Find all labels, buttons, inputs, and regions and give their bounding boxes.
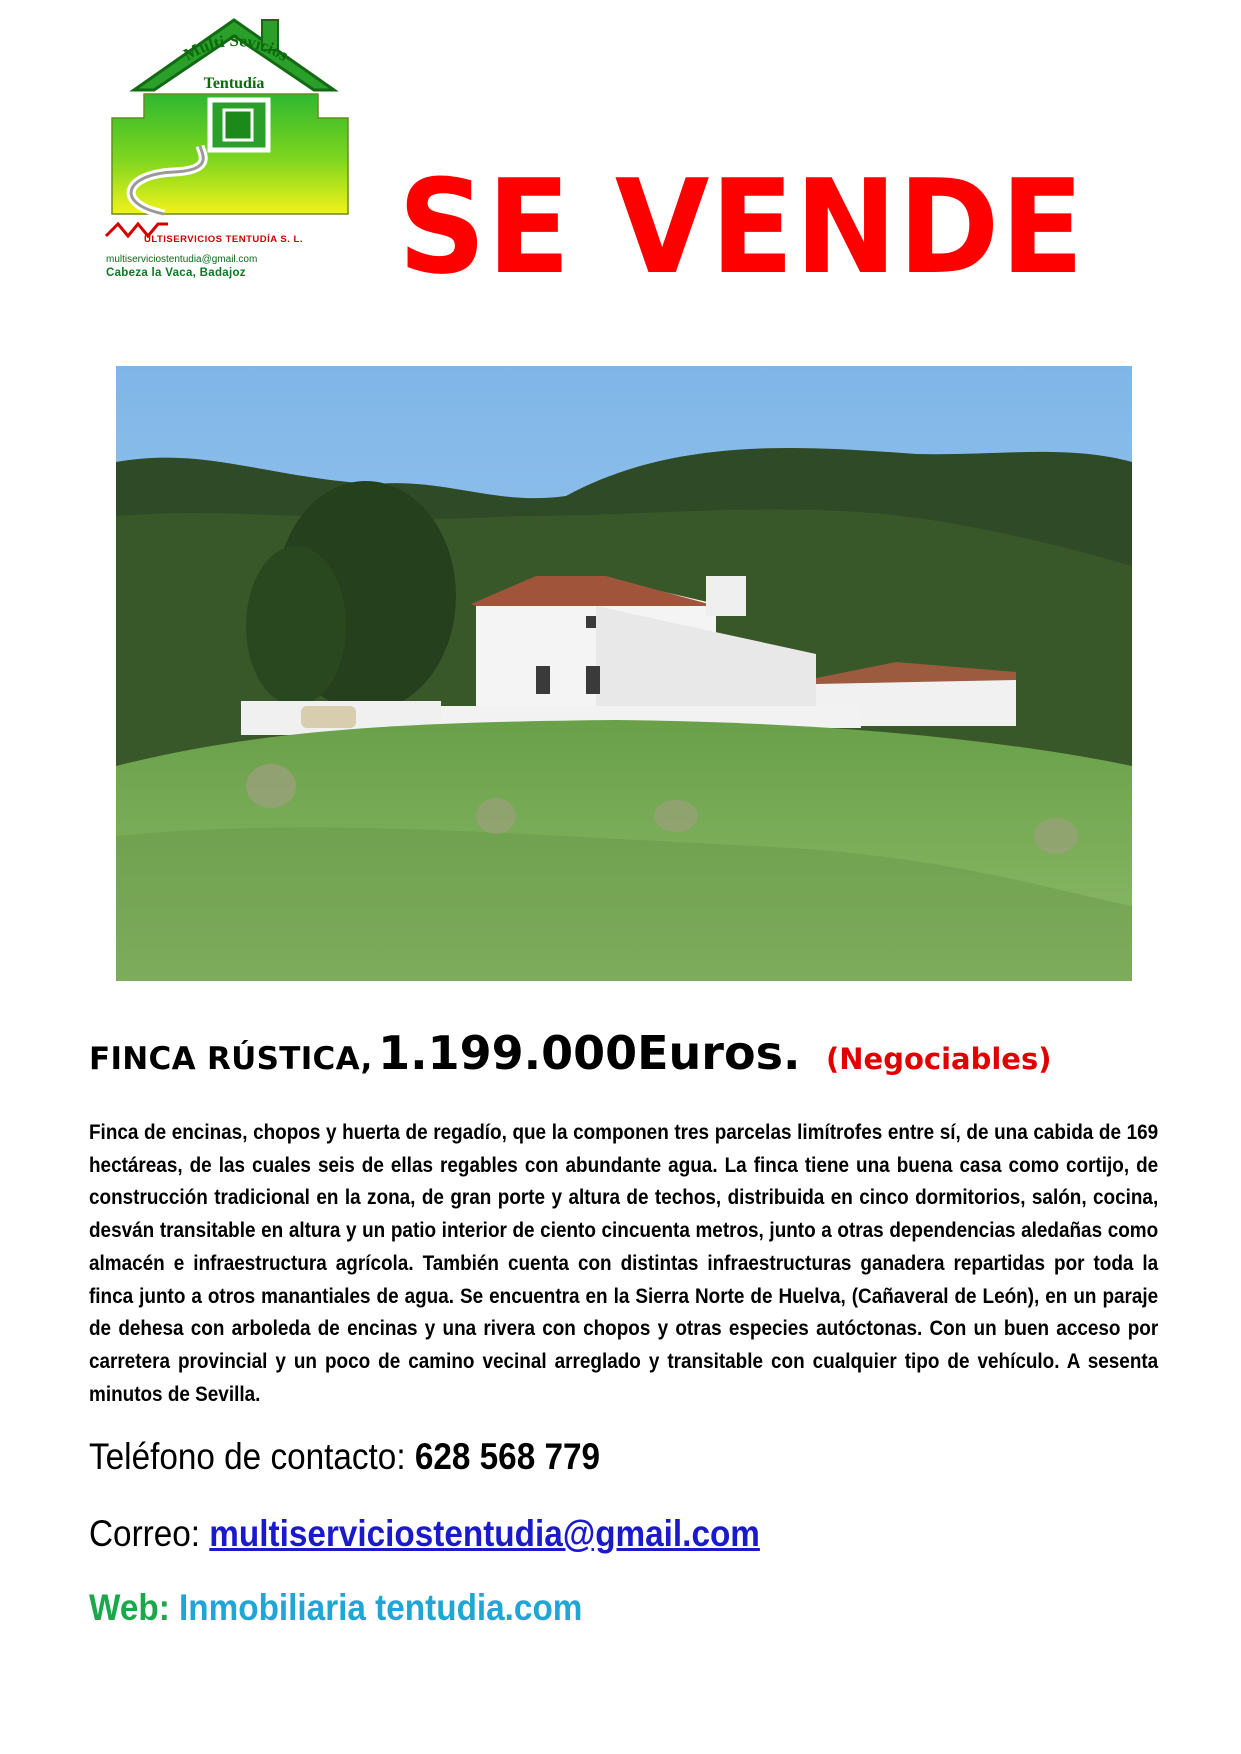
listing-title: FINCA RÚSTICA, — [89, 1041, 373, 1077]
email-link[interactable]: multiserviciostentudia@gmail.com — [209, 1513, 760, 1554]
listing-title-line — [89, 1026, 1051, 1080]
web-line — [89, 1587, 582, 1629]
company-logo — [104, 14, 364, 279]
logo-name-line2: Tentudía — [203, 75, 265, 92]
headline: SE VENDE — [398, 151, 1085, 303]
phone-number: 628 568 779 — [414, 1436, 601, 1477]
web-link[interactable]: Inmobiliaria tentudia.com — [179, 1587, 583, 1628]
listing-price-note: (Negociables) — [826, 1042, 1052, 1076]
email-line — [89, 1513, 760, 1555]
listing-description: Finca de encinas, chopos y huerta de regadío, que la componen tres parcelas limítrofes entre sí, de una cabida de 169 hectáreas, de las cuales seis de ellas regables con abundante agua. La finca tiene una buena casa como cortijo, de construcción tradicional en la zona, de gran porte y altura de techos, distribuida en cinco dormitorios, salón, cocina, desván transitable en altura y un patio interior de ciento cincuenta metros, junto a otras dependencias aledañas como almacén e infraestructura agrícola. También cuenta con distintas infraestructuras ganadera repartidas por toda la finca junto a otros manantiales de agua. Se encuentra en la Sierra Norte de Huelva, (Cañaveral de León), en un paraje de dehesa con arboleda de encinas y una rivera con chopos y otras especies autóctonas. Con un buen acceso por carretera provincial y un poco de camino vecinal arreglado y transitable con cualquier tipo de vehículo. A sesenta minutos de Sevilla. — [89, 1120, 1159, 1406]
phone-line — [89, 1436, 600, 1478]
logo-location: Cabeza la Vaca, Badajoz — [106, 267, 246, 279]
farmhouse-photo-image — [116, 366, 1132, 981]
logo-email: multiserviciostentudia@gmail.com — [106, 254, 258, 265]
phone-label: Teléfono de contacto: — [89, 1436, 406, 1477]
logo-name-arc: Multi Sevicios — [180, 30, 292, 65]
logo-company-name: ULTISERVICIOS TENTUDÍA S. L. — [144, 234, 303, 245]
web-label: Web: — [89, 1587, 170, 1628]
listing-price: 1.199.000Euros. — [378, 1026, 801, 1080]
email-label: Correo: — [89, 1513, 201, 1554]
property-photo — [116, 366, 1132, 981]
